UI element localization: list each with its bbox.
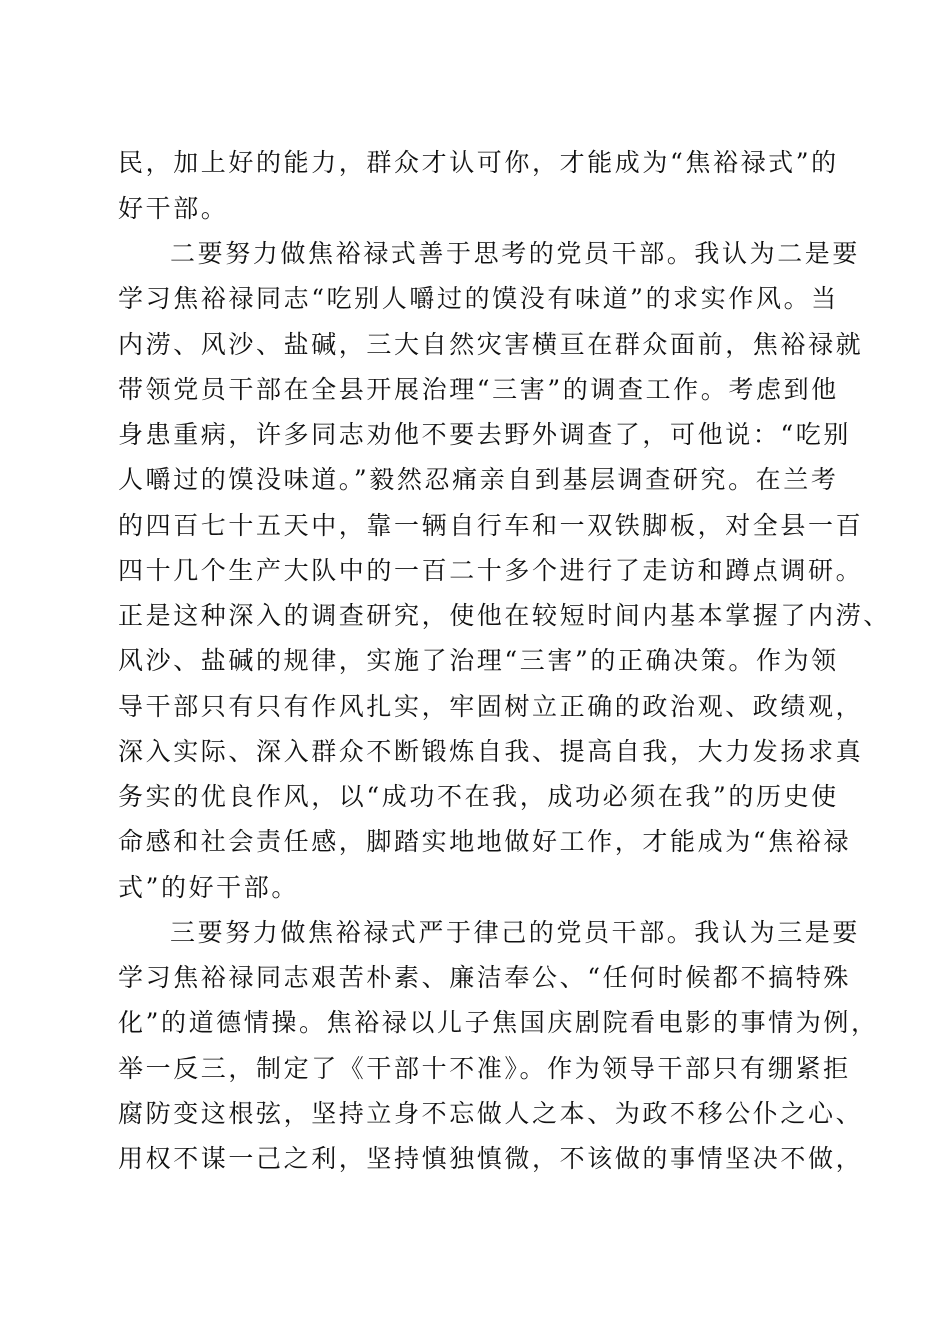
- text-line: 命感和社会责任感，脚踏实地地做好工作，才能成为“焦裕禄: [118, 827, 851, 856]
- text-line: 二要努力做焦裕禄式善于思考的党员干部。我认为二是要: [170, 239, 861, 268]
- text-line: 腐防变这根弦，坚持立身不忘做人之本、为政不移公仆之心、: [118, 1099, 864, 1128]
- text-line: 用权不谋一己之利，坚持慎独慎微，不该做的事情坚决不做，: [118, 1144, 864, 1173]
- text-line: 四十几个生产大队中的一百二十多个进行了走访和蹲点调研。: [118, 556, 864, 585]
- text-line: 学习焦裕禄同志“吃别人嚼过的馍没有味道”的求实作风。当: [118, 284, 839, 313]
- text-line: 三要努力做焦裕禄式严于律己的党员干部。我认为三是要: [170, 918, 861, 947]
- text-line: 学习焦裕禄同志艰苦朴素、廉洁奉公、“任何时候都不搞特殊: [118, 963, 851, 992]
- text-line: 内涝、风沙、盐碱，三大自然灾害横亘在群众面前，焦裕禄就: [118, 330, 864, 359]
- text-line: 风沙、盐碱的规律，实施了治理“三害”的正确决策。作为领: [118, 646, 839, 675]
- text-line: 的四百七十五天中，靠一辆自行车和一双铁脚板，对全县一百: [118, 511, 864, 540]
- text-line: 举一反三，制定了《干部十不准》。作为领导干部只有绷紧拒: [118, 1054, 851, 1083]
- text-line: 人嚼过的馍没味道。”毅然忍痛亲自到基层调查研究。在兰考: [118, 465, 839, 494]
- text-line: 好干部。: [118, 194, 229, 223]
- text-line: 正是这种深入的调查研究，使他在较短时间内基本掌握了内涝、: [118, 601, 891, 630]
- text-line: 化”的道德情操。焦裕禄以儿子焦国庆剧院看电影的事情为例，: [118, 1008, 879, 1037]
- text-line: 式”的好干部。: [118, 873, 299, 902]
- text-line: 务实的优良作风，以“成功不在我，成功必须在我”的历史使: [118, 782, 839, 811]
- text-line: 民，加上好的能力，群众才认可你，才能成为“焦裕禄式”的: [118, 148, 839, 177]
- text-line: 导干部只有只有作风扎实，牢固树立正确的政治观、政绩观，: [118, 692, 864, 721]
- text-line: 深入实际、深入群众不断锻炼自我、提高自我，大力发扬求真: [118, 737, 864, 766]
- text-line: 带领党员干部在全县开展治理“三害”的调查工作。考虑到他: [118, 375, 839, 404]
- text-line: 身患重病，许多同志劝他不要去野外调查了，可他说：“吃别: [118, 420, 851, 449]
